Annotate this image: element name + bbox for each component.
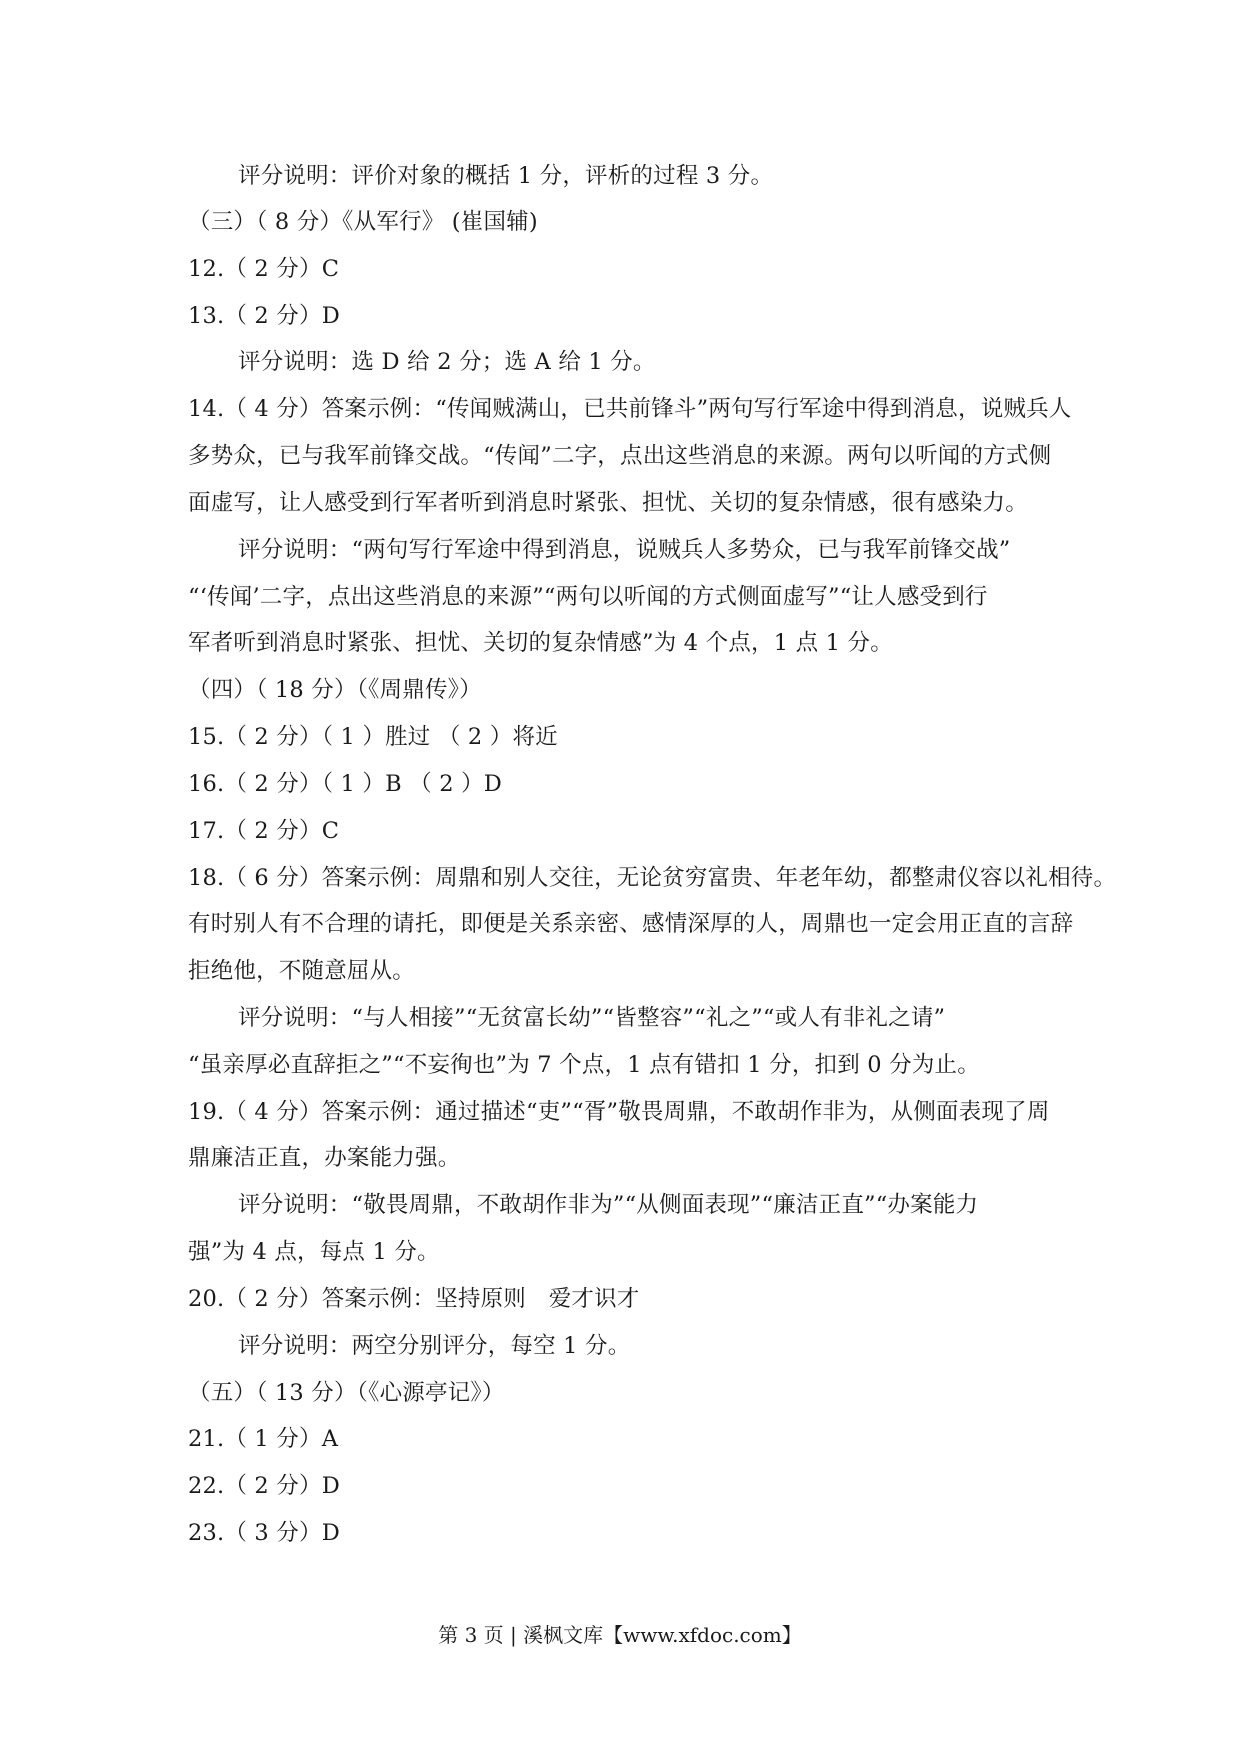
- answer-line: 13.（ 2 分）D: [188, 303, 340, 329]
- section-heading: （四）（ 18 分）（《周鼎传》）: [188, 677, 482, 703]
- page-footer: 第 3 页 | 溪枫文库【www.xfdoc.com】: [438, 1623, 802, 1647]
- scoring-note-line: 评分说明：选 D 给 2 分；选 A 给 1 分。: [238, 349, 656, 375]
- answer-line: 15.（ 2 分）（ 1 ）胜过 （ 2 ）将近: [188, 724, 558, 750]
- answer-line: 23.（ 3 分）D: [188, 1520, 340, 1546]
- scoring-note-line: 评分说明：评价对象的概括 1 分，评析的过程 3 分。: [238, 163, 774, 189]
- answer-line: 鼎廉洁正直，办案能力强。: [188, 1145, 461, 1171]
- answer-line: 有时别人有不合理的请托，即便是关系亲密、感情深厚的人，周鼎也一定会用正直的言辞: [188, 911, 1074, 937]
- answer-line: 17.（ 2 分）C: [188, 818, 340, 844]
- scoring-note-line: “虽亲厚必直辞拒之”“不妄徇也”为 7 个点，1 点有错扣 1 分，扣到 0 分为止。: [188, 1052, 980, 1078]
- scoring-note-line: 军者听到消息时紧张、担忧、关切的复杂情感”为 4 个点，1 点 1 分。: [188, 630, 893, 656]
- scoring-note-line: 评分说明：“敬畏周鼎，不敢胡作非为”“从侧面表现”“廉洁正直”“办案能力: [238, 1192, 979, 1218]
- scoring-note-line: 强”为 4 点，每点 1 分。: [188, 1239, 440, 1265]
- section-heading: （三）（ 8 分）《从军行》 (崔国辅): [188, 209, 538, 235]
- answer-line: 16.（ 2 分）（ 1 ）B （ 2 ）D: [188, 771, 503, 797]
- answer-line: 多势众，已与我军前锋交战。“传闻”二字，点出这些消息的来源。两句以听闻的方式侧: [188, 443, 1052, 469]
- scoring-note-line: 评分说明：两空分别评分，每空 1 分。: [238, 1333, 631, 1359]
- section-heading: （五）（ 13 分）（《心源亭记》）: [188, 1380, 505, 1406]
- answer-line: 20.（ 2 分）答案示例：坚持原则 爱才识才: [188, 1286, 640, 1312]
- answer-line: 面虚写，让人感受到行军者听到消息时紧张、担忧、关切的复杂情感，很有感染力。: [188, 490, 1028, 516]
- answer-line: 22.（ 2 分）D: [188, 1473, 340, 1499]
- answer-line: 19.（ 4 分）答案示例：通过描述“吏”“胥”敬畏周鼎，不敢胡作非为，从侧面表现了周: [188, 1099, 1050, 1125]
- scoring-note-line: 评分说明：“两句写行军途中得到消息，说贼兵人多势众，已与我军前锋交战”: [238, 537, 1011, 563]
- scoring-note-line: “‘传闻’二字，点出这些消息的来源”“两句以听闻的方式侧面虚写”“让人感受到行: [188, 584, 988, 610]
- answer-line: 12.（ 2 分）C: [188, 256, 340, 282]
- scoring-note-line: 评分说明：“与人相接”“无贫富长幼”“皆整容”“礼之”“或人有非礼之请”: [238, 1005, 946, 1031]
- answer-line: 18.（ 6 分）答案示例：周鼎和别人交往，无论贫穷富贵、年老年幼，都整肃仪容以礼相待。: [188, 865, 1117, 891]
- answer-line: 14.（ 4 分）答案示例：“传闻贼满山，已共前锋斗”两句写行军途中得到消息，说贼兵人: [188, 396, 1072, 422]
- answer-line: 拒绝他，不随意屈从。: [188, 958, 416, 984]
- answer-line: 21.（ 1 分）A: [188, 1426, 339, 1452]
